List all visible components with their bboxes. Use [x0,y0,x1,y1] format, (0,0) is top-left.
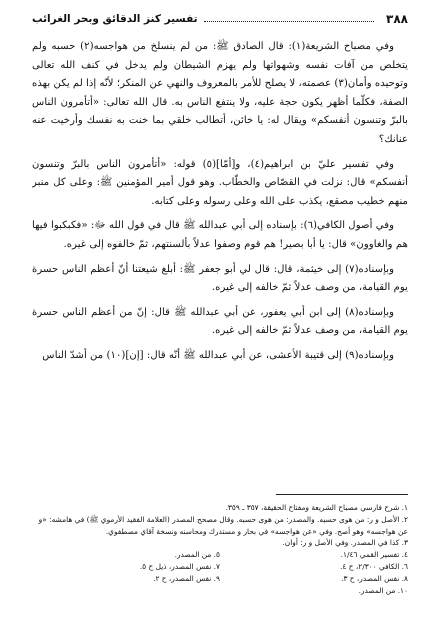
paragraph-1: وفي مصباح الشريعة(١): قال الصادق ﷺ: من لم ينسلخ من هواجسه(٢) حسبه ولم يتخلص من آفات نفسه وشهواتها ولم يهزم الشيطان ولم يدخل في كنف الله تعالى وتوحيده وأمان(٣) عصمته، لا يصلح للأمر بالمعروف والنهي عن المنكر؛ لأنّه إذا لم يكن بهذه الصفة، فكلّما أظهر يكون حجة عليه، ولا ينتفع الناس به. قال الله تعالى: «أتأمرون الناس بالبرّ وتنسون أنفسكم» ويقال له: يا خائن، أتطالب خلقي بما خنت به نفسك وأرخيت عنه عنانك؟ [32,41,408,145]
footnote-separator [276,494,408,495]
main-text [32,38,408,456]
paragraph-3: وفي أصول الكافي(٦): بإسناده إلى أبي عبدالله ﷺ قال في قول الله ﷻ: «فكبكبوا فيها هم والغاوون» قال: يا أبا بصير! هم قوم وصفوا عدلاً بألسنتهم، ثمّ خالفوه إلى غيره. [32,220,408,250]
footnote-2: ٢. الأصل و ر: من هوى حسبه. والمصدر: من هوى حسبه. وقال مصحح المصدر (العلامة الفقيد الأرموي ﷺ) في هامشه: «و عن هواجسه» وهو أصح. وفي «عن هواجسه» في بحار و مستدرك ومحاسنه ونسخة آقاي مصطفوي. [38,514,408,536]
footnote-8: ٨. نفس المصدر، ح ٣. [341,573,408,583]
footnote-3: ٣. كذا في المصدر. وفي الأصل و ر: أوان. [282,538,408,548]
footnote-7: ٧. نفس المصدر، ذيل ح ٥. [139,561,220,571]
footnote-1: ١. شرح فارسي مصباح الشريعة ومفتاح الحقيقة، ٣٥٧ ـ ٣٥٩. [225,503,408,512]
header-dotted-leader [204,21,374,22]
footnote-9: ٩. نفس المصدر، ح ٢. [153,573,220,583]
running-title: تفسير كنز الدقائق وبحر الغرائب [32,13,198,25]
paragraph-4: وبإسناده(٧) إلى خيثمة، قال: قال لي أبو جعفر ﷺ: أبلغ شيعتنا أنّ أعظم الناس حسرة يوم القيامة، من وصف عدلاً ثمّ خالفه إلى غيره. [32,263,408,294]
footnotes [32,502,408,614]
footnote-6: ٦. الكافي ٢/٣٠٠، ح ٤. [340,561,408,571]
page-number: ٣٨٨ [386,12,408,26]
footnote-row-4-5 [32,549,408,561]
paragraph-2: وفي تفسير عليّ بن ابراهيم(٤)، و[أمّا](٥) قوله: «أتأمرون الناس بالبرّ وتنسون أنفسكم» قال: نزلت في القصّاص والخطّاب. وهو قول أمير المؤمنين ﷺ: وعلى كل منبر منهم خطيب مصقع، يكذب على الله وعلى رسوله وعلى كتابه. [32,158,408,207]
footnote-row-8-9 [32,573,408,585]
paragraph-6: وبإسناده(٩) إلى قتيبة الأعشى، عن أبي عبدالله ﷺ أنّه قال: [إن](١٠) من أشدّ الناس [42,349,394,361]
book-page [32,10,408,615]
paragraph-5: وبإسناده(٨) إلى ابن أبي يعفور، عن أبي عبدالله ﷺ قال: إنّ من أعظم الناس حسرة يوم القيامة، من وصف عدلاً ثمّ خالفه إلى غيره. [32,306,408,337]
footnote-row-6-7 [32,561,408,573]
footnote-4: ٤. تفسير القمي ١/٤٦. [340,550,408,560]
footnote-10: ١٠. من المصدر. [358,585,408,595]
page-header [32,10,408,28]
footnote-5: ٥. من المصدر. [174,550,220,560]
